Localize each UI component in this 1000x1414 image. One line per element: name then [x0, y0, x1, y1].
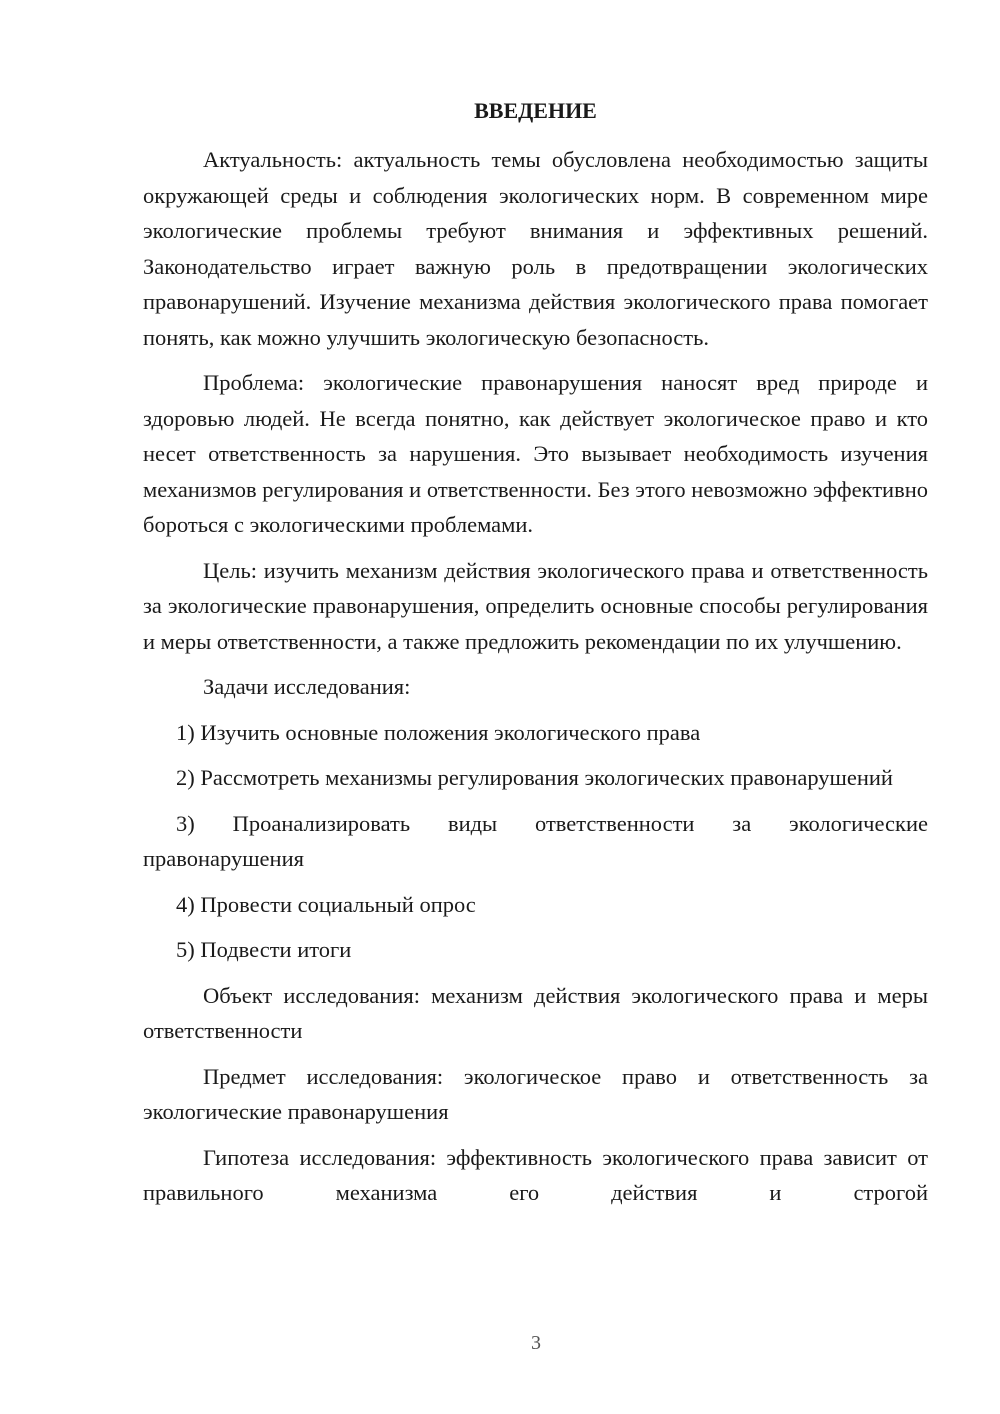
subject-paragraph: Предмет исследования: экологическое право и ответственность за экологические правонарушения — [143, 1063, 928, 1124]
task-item-1: 1) Изучить основные положения экологического права — [176, 719, 701, 745]
section-title: ВВЕДЕНИЕ — [474, 98, 597, 123]
task-item-4: 4) Провести социальный опрос — [176, 891, 476, 917]
hypothesis-paragraph: Гипотеза исследования: эффективность экологического права зависит от правильного механизма его действия и строгой — [143, 1144, 928, 1205]
goal-paragraph: Цель: изучить механизм действия экологического права и ответственность за экологические правонарушения, определить основные способы регулирования и меры ответственности, а также предложить рекомендации по их улучшению. — [143, 557, 928, 654]
problem-paragraph: Проблема: экологические правонарушения наносят вред природе и здоровью людей. Не всегда понятно, как действует экологическое право и кто несет ответственность за нарушения. Это вызывает необходимость изучения механизмов регулирования и ответственности. Без этого невозможно эффективно бороться с экологическими проблемами. — [143, 370, 928, 537]
task-item-5: 5) Подвести итоги — [176, 937, 352, 962]
page-number: 3 — [531, 1332, 541, 1354]
tasks-heading: Задачи исследования: — [203, 674, 411, 699]
object-paragraph: Объект исследования: механизм действия экологического права и меры ответственности — [143, 982, 928, 1043]
task-item-2: 2) Рассмотреть механизмы регулирования экологических правонарушений — [176, 765, 893, 790]
task-item-3: 3) Проанализировать виды ответственности за экологические правонарушения — [143, 810, 928, 871]
relevance-paragraph: Актуальность: актуальность темы обусловлена необходимостью защиты окружающей среды и соблюдения экологических норм. В современном мире экологические проблемы требуют внимания и эффективных решений. Законодательство играет важную роль в предотвращении экологических правонарушений. Изучение механизма действия экологического права помогает понять, как можно улучшить экологическую безопасность. — [143, 147, 928, 350]
page-content — [143, 92, 928, 1221]
